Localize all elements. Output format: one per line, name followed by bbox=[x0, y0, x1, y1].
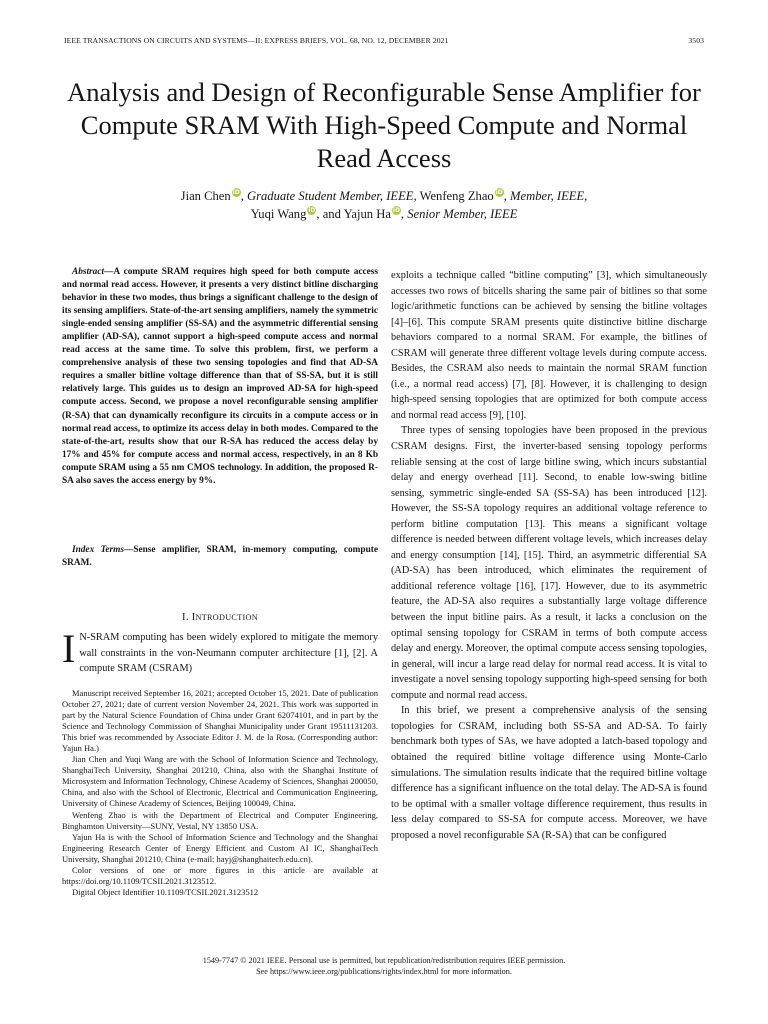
index-terms-text: —Sense amplifier, SRAM, in-memory computing, compute SRAM. bbox=[62, 545, 378, 569]
author-affiliation: Graduate Student Member, IEEE bbox=[247, 189, 414, 203]
body-paragraph: exploits a technique called “bitline computing” [3], which simultaneously accesses two rows of bitcells sharing the same pair of bitlines so that some logic/arithmetic functions can be achieved by sensing the bitline voltages [4]–[6]. This compute SRAM presents quite distinctive bitline discharge behaviors compared to a normal SRAM. For example, the bitlines of CSRAM will generate three different voltage levels during compute access. Besides, the CSRAM also needs to maintain the normal SRAM function (i.e., a normal read access) [7], [8]. However, it is challenging to design high-speed sensing topologies that are optimized for both compute access and normal read access [9], [10]. bbox=[391, 270, 707, 421]
author-name: Wenfeng Zhao bbox=[419, 189, 494, 203]
index-terms bbox=[62, 544, 378, 570]
orcid-icon[interactable]: iD bbox=[392, 207, 400, 214]
orcid-icon[interactable]: iD bbox=[308, 207, 316, 214]
author-affiliation: Senior Member, IEEE bbox=[407, 207, 518, 221]
paper-title: Analysis and Design of Reconfigurable Sense Amplifier for Compute SRAM With High-Speed Compute and Normal Read Access bbox=[67, 77, 701, 173]
author-affiliation: Member, IEEE bbox=[510, 189, 585, 203]
author-name: Yajun Ha bbox=[343, 207, 391, 221]
copyright-line: 1549-7747 © 2021 IEEE. Personal use is permitted, but republication/redistribution requires IEEE permission. bbox=[202, 956, 566, 965]
right-column bbox=[391, 268, 707, 843]
index-terms-label: Index Terms bbox=[72, 545, 125, 555]
section-number: I. bbox=[182, 612, 189, 623]
page-number: 3503 bbox=[688, 36, 704, 45]
orcid-icon[interactable]: iD bbox=[495, 189, 503, 196]
abstract-label: Abstract bbox=[72, 267, 105, 277]
footnote: Yajun Ha is with the School of Information Science and Technology and the Shanghai Engineering Research Center of Energy Efficient and Custom AI IC, ShanghaiTech University, Shanghai 201210, China (e-mail: hayj@shanghaitech.edu.cn). bbox=[62, 831, 378, 864]
footnote: Color versions of one or more figures in this article are available at https://doi.org/10.1109/TCSII.2021.3123512. bbox=[62, 864, 378, 886]
section-heading bbox=[62, 612, 378, 623]
running-header bbox=[64, 36, 704, 45]
footnotes bbox=[62, 688, 378, 898]
abstract bbox=[62, 266, 378, 488]
journal-name: IEEE TRANSACTIONS ON CIRCUITS AND SYSTEMS—II: EXPRESS BRIEFS, VOL. 68, NO. 12, DECEMBER 2021 bbox=[64, 36, 449, 45]
section-title-rest: NTRODUCTION bbox=[195, 613, 258, 622]
orcid-icon[interactable]: iD bbox=[232, 189, 240, 196]
author-list: Jian Chen iD, Graduate Student Member, IEEE, Wenfeng Zhao iD, Member, IEEE, Yuqi Wang iD, and Yajun Ha iD, Senior Member, IEEE bbox=[180, 189, 588, 221]
author-name: Jian Chen bbox=[180, 189, 231, 203]
footnote: Digital Object Identifier 10.1109/TCSII.2021.3123512 bbox=[72, 886, 259, 897]
footnote: Manuscript received September 16, 2021; accepted October 15, 2021. Date of publication October 27, 2021; date of current version November 24, 2021. This work was supported in part by the Natural Science Foundation of China under Grant 62074101, and in part by the Science and Technology Commission of Shanghai Municipality under Grant 19511131203. This brief was recommended by Associate Editor J. M. de la Rosa. (Corresponding author: Yajun Ha.) bbox=[62, 688, 378, 754]
copyright-notice bbox=[64, 955, 704, 977]
drop-cap: I bbox=[62, 626, 76, 671]
abstract-text: —A compute SRAM requires high speed for both compute access and normal read access. However, it presents a very distinct bitline discharging behavior in these two modes, thus brings a significant challenge to the design of its sensing amplifiers. State-of-the-art sensing amplifiers, namely the symmetric single-ended sensing amplifier (SS-SA) and the asymmetric differential sensing amplifier (AD-SA), cannot support a high-speed compute access and normal read access at the same time. To solve this problem, first, we perform a comprehensive analysis of these two sensing topologies and find that AD-SA requires a smaller bitline voltage difference than that of SS-SA, but it is still relatively large. This guides us to design an improved AD-SA for high-speed compute access. Second, we propose a novel reconfigurable sensing amplifier (R-SA) that can dynamically reconfigure its circuits in a compute access or in normal read access, to optimize its access delay in both modes. Compared to the state-of-the-art, results show that our R-SA has reduced the access delay by 17% and 45% for compute access and normal access, respectively, in an 8 Kb compute SRAM using a 55 nm CMOS technology. In addition, the proposed R-SA also saves the access energy by 9%. bbox=[62, 267, 378, 486]
copyright-line: See https://www.ieee.org/publications/rights/index.html for more information. bbox=[256, 967, 512, 976]
footnote: Jian Chen and Yuqi Wang are with the School of Information Science and Technology, ShanghaiTech University, Shanghai 201210, China, also with the Shanghai Institute of Microsystem and Information Technology, Chinese Academy of Sciences, Shanghai 200050, China, and also with the School of Electronic, Electrical and Communication Engineering, University of Chinese Academy of Sciences, Beijing 100049, China. bbox=[62, 754, 378, 809]
body-paragraph: In this brief, we present a comprehensive analysis of the sensing topologies for CSRAM, including both SS-SA and AD-SA. To fairly benchmark both types of SAs, we have adopted a latch-based topology and obtained the required bitline voltage difference using Monte-Carlo simulations. The simulation results indicate that the required bitline voltage difference has a significant influence on the total delay. The AD-SA is found to be optimal with a smaller voltage difference requirement, thus results in less delay compared to SS-SA for compute access. Moreover, we have proposed a novel reconfigurable SA (R-SA) that can be configured bbox=[391, 705, 707, 841]
intro-text: N-SRAM computing has been widely explored to mitigate the memory wall constraints in the von-Neumann computer architecture [1], [2]. A compute SRAM (CSRAM) bbox=[79, 632, 378, 675]
footnote: Wenfeng Zhao is with the Department of Electrical and Computer Engineering, Binghamton University—SUNY, Vestal, NY 13850 USA. bbox=[62, 809, 378, 831]
section-title-first: I bbox=[191, 612, 196, 623]
author-name: Yuqi Wang bbox=[250, 207, 307, 221]
body-paragraph: Three types of sensing topologies have been proposed in the previous CSRAM designs. First, the inverter-based sensing topology performs reliable sensing at the cost of large bitline swing, which incurs substantial delay and energy overhead [11]. Second, to enable low-swing bitline sensing, symmetric single-ended SA (SS-SA) has been introduced [12]. However, the SS-SA topology requires an additional voltage reference to perform bitline computation [13]. This means a significant voltage difference is needed between different voltage levels, which increases delay and energy consumption [14], [15]. Third, an asymmetric differential SA (AD-SA) has been introduced, which eliminates the requirement of additional reference voltage [16], [17]. However, due to its asymmetric feature, the AD-SA also requires a substantially large voltage difference between the input bitline pairs. As a result, it lacks a conclusion on the optimal sensing topology for CSRAM in terms of both compute access delay and energy. Moreover, the optimal compute access sensing topologies, in general, will incur a large read delay for normal read access. It is vital to investigate a novel sensing topology supporting high-speed sensing for both compute and normal read access. bbox=[391, 425, 707, 701]
intro-paragraph bbox=[62, 626, 378, 677]
